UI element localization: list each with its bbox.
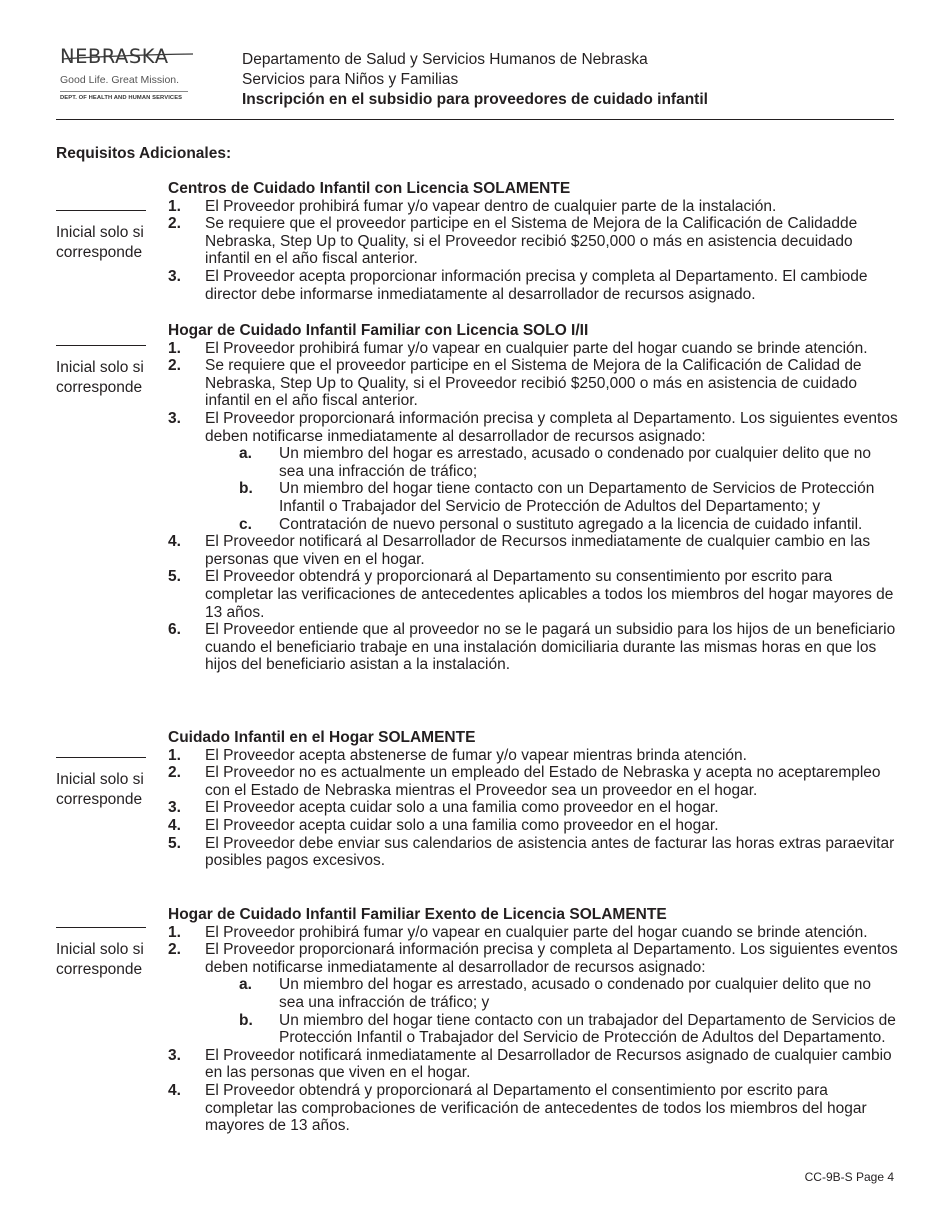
list-item: [168, 747, 898, 765]
item-number: 1.: [168, 197, 181, 215]
initial-line[interactable]: [56, 757, 146, 758]
item-number: 2.: [168, 764, 181, 782]
item-number: 3.: [168, 267, 181, 285]
item-text: El Proveedor prohibirá fumar y/o vapear en cualquier parte del hogar cuando se brinde atención.: [205, 339, 868, 357]
sub-item-text: Un miembro del hogar es arrestado, acusado o condenado por cualquier delito que no sea una infracción de tráfico;: [279, 445, 871, 480]
item-text: El Proveedor no es actualmente un empleado del Estado de Nebraska y acepta no aceptarempleo con el Estado de Nebraska mientras el Proveedor sea un proveedor en el hogar.: [205, 764, 881, 799]
section-license-exempt-family-home: [168, 906, 898, 1135]
initial-label: corresponde: [56, 379, 143, 396]
sub-item-letter: a.: [239, 445, 252, 463]
section-title: Hogar de Cuidado Infantil Familiar con Licencia SOLO I/II: [168, 322, 589, 339]
item-text: El Proveedor proporcionará información precisa y completa al Departamento. Los siguientes eventos deben notificarse inmediatamente al desarrollador de recursos asignado:: [205, 941, 898, 976]
logo-wordmark-text: NEBRASKA: [60, 45, 169, 68]
list-item: [168, 357, 898, 410]
sub-list-item: [168, 445, 898, 480]
item-number: 4.: [168, 1081, 181, 1099]
section-licensed-centers: [168, 180, 898, 303]
list-item: [168, 215, 898, 268]
list-item: [168, 764, 898, 799]
initial-field-3[interactable]: [56, 757, 161, 810]
sub-item-text: Un miembro del hogar tiene contacto con un Departamento de Servicios de Protección Infantil o Trabajador del Servicio de Protección de Adultos del Departamento; y: [279, 480, 875, 515]
item-text: El Proveedor prohibirá fumar y/o vapear dentro de cualquier parte de la instalación.: [205, 197, 777, 215]
item-text: Se requiere que el proveedor participe en el Sistema de Mejora de la Calificación de Calidadde Nebraska, Step Up to Quality, si el Proveedor recibió $250,000 o más en asistencia decuidado infantil en el año fiscal anterior.: [205, 215, 858, 268]
item-text: El Proveedor acepta abstenerse de fumar y/o vapear mientras brinda atención.: [205, 746, 747, 764]
sub-list-item: [168, 480, 898, 515]
item-number: 3.: [168, 409, 181, 427]
section-in-home-care: [168, 729, 898, 870]
initial-label: Inicial solo si: [56, 224, 144, 241]
sub-list-item: [168, 1012, 898, 1047]
list-item: [168, 1082, 898, 1135]
item-number: 4.: [168, 533, 181, 551]
item-text: El Proveedor notificará inmediatamente al Desarrollador de Recursos asignado de cualquier cambio en las personas que viven en el hogar.: [205, 1046, 892, 1082]
list-item: [168, 1047, 898, 1082]
initial-line[interactable]: [56, 345, 146, 346]
sub-item-text: Un miembro del hogar es arrestado, acusado o condenado por cualquier delito que no sea una infracción de tráfico; y: [279, 976, 871, 1011]
item-text: El Proveedor entiende que al proveedor no se le pagará un subsidio para los hijos de un beneficiario cuando el beneficiario trabaje en una instalación domiciliaria durante las mismas horas en que los hijos del beneficiario asistan a la instalación.: [205, 621, 896, 674]
list-item: [168, 817, 898, 835]
sub-item-letter: b.: [239, 1011, 253, 1029]
sub-list-item: [168, 976, 898, 1011]
nebraska-dhhs-logo: [60, 46, 195, 101]
logo-divider: [60, 91, 188, 92]
logo-wordmark: [60, 46, 195, 68]
requirements-heading: Requisitos Adicionales:: [56, 145, 232, 162]
initial-label: corresponde: [56, 791, 143, 808]
header-division: Servicios para Niños y Familias: [242, 71, 459, 88]
initial-label: corresponde: [56, 961, 143, 978]
list-item: [168, 198, 898, 216]
sub-item-text: Contratación de nuevo personal o sustituto agregado a la licencia de cuidado infantil.: [279, 515, 863, 533]
item-number: 4.: [168, 816, 181, 834]
initial-field-4[interactable]: [56, 927, 161, 980]
item-text: Se requiere que el proveedor participe en el Sistema de Mejora de la Calificación de Calidad de Nebraska, Step Up to Quality, si el Proveedor recibió $250,000 o más en asistencia de cuidado infantil en el año fiscal anterior.: [205, 357, 862, 410]
list-item: [168, 924, 898, 942]
section-licensed-family-home: [168, 322, 898, 674]
item-text: El Proveedor notificará al Desarrollador de Recursos inmediatamente de cualquier cambio en las personas que viven en el hogar.: [205, 533, 871, 568]
item-number: 1.: [168, 339, 181, 357]
initial-field-1[interactable]: [56, 210, 161, 263]
list-item: [168, 799, 898, 817]
logo-swoosh-icon: [60, 46, 195, 68]
sub-item-letter: b.: [239, 480, 253, 498]
initial-line[interactable]: [56, 210, 146, 211]
item-text: El Proveedor acepta cuidar solo a una familia como proveedor en el hogar.: [205, 816, 719, 834]
initial-label: Inicial solo si: [56, 359, 144, 376]
item-text: El Proveedor prohibirá fumar y/o vapear en cualquier parte del hogar cuando se brinde atención.: [205, 923, 868, 941]
sub-item-letter: c.: [239, 515, 252, 533]
item-number: 5.: [168, 568, 181, 586]
list-item: [168, 941, 898, 976]
item-number: 3.: [168, 1046, 181, 1064]
item-text: El Proveedor debe enviar sus calendarios de asistencia antes de facturar las horas extras paraevitar posibles pagos excesivos.: [205, 834, 895, 870]
initial-label: Inicial solo si: [56, 771, 144, 788]
item-text: El Proveedor acepta cuidar solo a una familia como proveedor en el hogar.: [205, 799, 719, 817]
item-text: El Proveedor acepta proporcionar información precisa y completa al Departamento. El cambiode director debe informarse inmediatamente al desarrollador de recursos asignado.: [205, 267, 868, 303]
section-title: Hogar de Cuidado Infantil Familiar Exento de Licencia SOLAMENTE: [168, 906, 667, 923]
sub-item-letter: a.: [239, 976, 252, 994]
list-item: [168, 533, 898, 568]
item-number: 3.: [168, 799, 181, 817]
initial-line[interactable]: [56, 927, 146, 928]
logo-tagline: Good Life. Great Mission.: [60, 74, 180, 86]
header-form-title: Inscripción en el subsidio para proveedores de cuidado infantil: [242, 91, 708, 108]
item-number: 1.: [168, 746, 181, 764]
item-number: 6.: [168, 621, 181, 639]
item-text: El Proveedor obtendrá y proporcionará al Departamento su consentimiento por escrito para completar las verificaciones de antecedentes aplicables a todos los miembros del hogar mayores de 13 años.: [205, 568, 894, 621]
list-item: [168, 621, 898, 674]
list-item: [168, 568, 898, 621]
header-agency: Departamento de Salud y Servicios Humanos de Nebraska: [242, 51, 648, 68]
section-title: Centros de Cuidado Infantil con Licencia SOLAMENTE: [168, 180, 571, 197]
page-footer: CC-9B-S Page 4: [804, 1170, 894, 1184]
list-item: [168, 340, 898, 358]
list-item: [168, 835, 898, 870]
item-number: 2.: [168, 941, 181, 959]
sub-list-item: [168, 516, 898, 534]
initial-label: Inicial solo si: [56, 941, 144, 958]
document-header: [242, 50, 708, 110]
item-text: El Proveedor proporcionará información precisa y completa al Departamento. Los siguientes eventos deben notificarse inmediatamente al desarrollador de recursos asignado:: [205, 409, 898, 445]
sub-item-text: Un miembro del hogar tiene contacto con un trabajador del Departamento de Servicios de Protección Infantil o Trabajador del Servicio de Protección de Adultos del Departamento.: [279, 1011, 896, 1047]
section-title: Cuidado Infantil en el Hogar SOLAMENTE: [168, 729, 476, 746]
item-number: 5.: [168, 834, 181, 852]
list-item: [168, 268, 898, 303]
initial-label: corresponde: [56, 244, 143, 261]
header-divider: [56, 119, 894, 120]
item-number: 1.: [168, 923, 181, 941]
item-number: 2.: [168, 357, 181, 375]
logo-dept-name: DEPT. OF HEALTH AND HUMAN SERVICES: [60, 95, 183, 101]
initial-field-2[interactable]: [56, 345, 161, 398]
item-number: 2.: [168, 215, 181, 233]
item-text: El Proveedor obtendrá y proporcionará al Departamento el consentimiento por escrito para completar las comprobaciones de verificación de antecedentes de todos los miembros del hogar mayores de 13 años.: [205, 1081, 867, 1135]
list-item: [168, 410, 898, 445]
